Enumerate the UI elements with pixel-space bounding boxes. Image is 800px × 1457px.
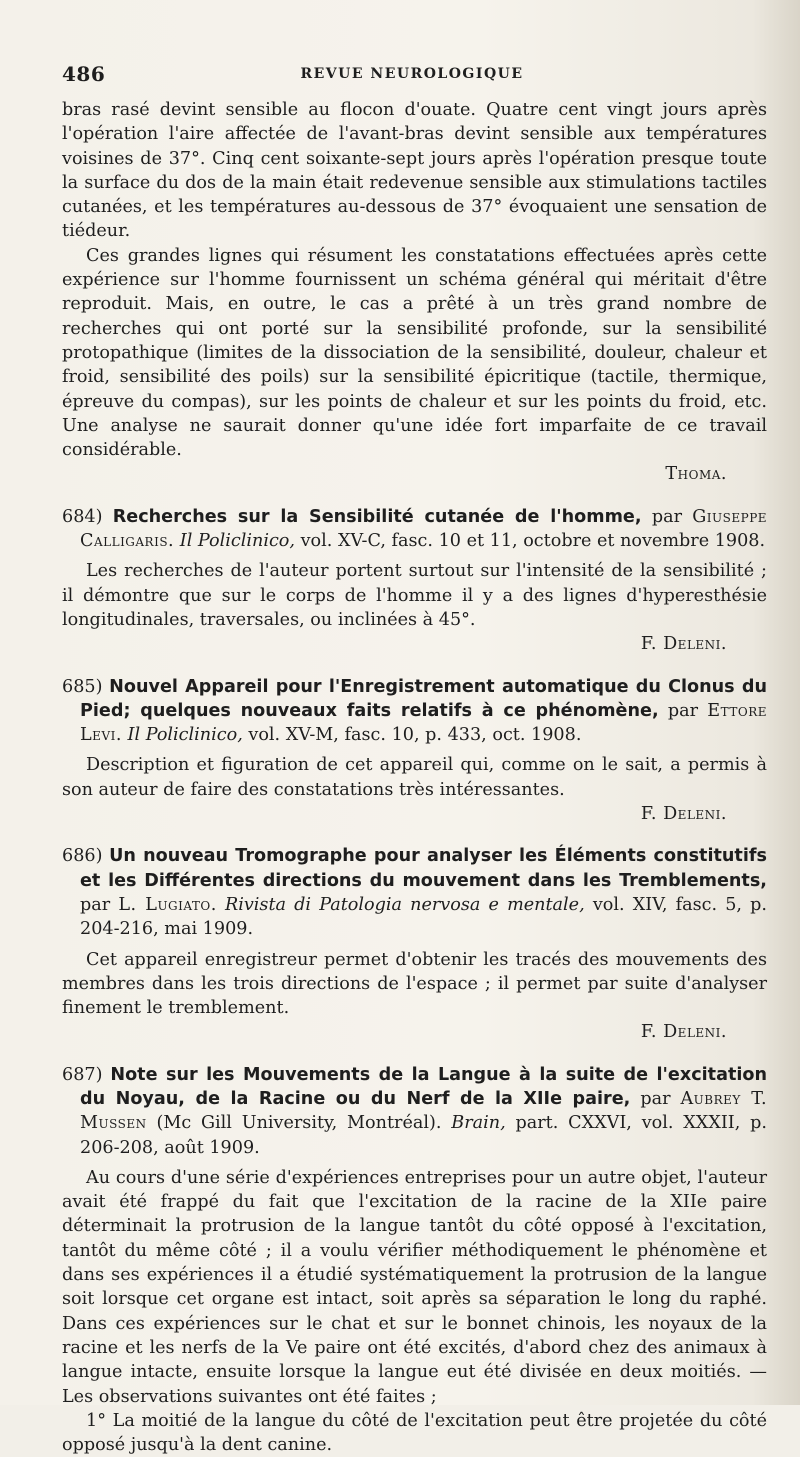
entry-number: 684) <box>62 506 103 527</box>
intro-signature <box>62 462 767 486</box>
entry-number: 687) <box>62 1064 103 1085</box>
entry-number: 685) <box>62 676 103 697</box>
spacer <box>62 657 767 675</box>
entry-by: par <box>80 894 111 915</box>
entry-title: Recherches sur la Sensibilité cutanée de l'homme, <box>112 506 642 527</box>
entry-journal: Il Policlinico, <box>179 531 295 552</box>
entry-journal: Brain, <box>451 1113 506 1134</box>
entry-title: Note sur les Mouvements de la Langue à la suite de l'excitation du Noyau, de la Racine ou du Nerf de la XIIe paire, <box>80 1064 768 1109</box>
entry-heading-684 <box>62 505 767 554</box>
entry-body-687: Au cours d'une série d'expériences entreprises pour un autre objet, l'auteur avait été frappé du fait que l'excitation de la racine de la XIIe paire déterminait la protrusion de la langue tantôt du côté opposé à l'excitation, tantôt du même côté ; il a voulu vérifier méthodiquement le phénomène et dans ses expériences il a étudié systématiquement la protrusion de la langue soit lorsque cet organe est intact, soit après sa séparation le long du raphé. Dans ces expériences sur le chat et sur le bonnet chinois, les noyaux de la racine et les nerfs de la Ve paire ont été excités, d'abord chez des animaux à langue intacte, ensuite lorsque la langue eut été divisée en deux moitiés. — Les observations suivantes ont été faites ; <box>62 1167 767 1407</box>
entry-journal: Rivista di Patologia nervosa e mentale, <box>224 894 585 915</box>
entry-heading-686 <box>62 844 767 941</box>
page-header <box>62 62 762 86</box>
entry-title: Un nouveau Tromographe pour analyser les Éléments constitutifs et les Différentes directions du mouvement dans les Tremblements, <box>80 846 767 891</box>
entry-author: Ettore Levi. <box>80 700 768 746</box>
entry-details: vol. XIV, fasc. 5, p. 204-216, mai 1909. <box>80 894 768 940</box>
entry-by: par <box>651 506 682 527</box>
signature-name: Thoma. <box>665 464 727 485</box>
entry-signature-685 <box>62 802 767 826</box>
entry-number: 686) <box>62 846 103 867</box>
signature-name: F. Deleni. <box>640 804 727 825</box>
spacer <box>62 487 767 505</box>
entry-journal: Il Policlinico, <box>127 725 243 746</box>
page-body <box>62 98 767 1457</box>
entry-author: L. Lugiato. <box>118 894 217 915</box>
spacer <box>62 826 767 844</box>
spacer <box>62 1045 767 1063</box>
intro-paragraph-1: bras rasé devint sensible au flocon d'ouate. Quatre cent vingt jours après l'opération l'aire affectée de l'avant-bras devint sensible aux températures voisines de 37°. Cinq cent soixante-sept jours après l'opération presque toute la surface du dos de la main était redevenue sensible aux stimulations tactiles cutanées, et les températures au-dessous de 37° évoquaient une sensation de tiédeur. <box>62 100 767 242</box>
entry-details: vol. XV-C, fasc. 10 et 11, octobre et novembre 1908. <box>300 531 766 552</box>
entry-by: par <box>640 1088 671 1109</box>
page-number: 486 <box>62 62 106 86</box>
running-title: REVUE NEUROLOGIQUE <box>300 66 524 82</box>
signature-name: F. Deleni. <box>640 1022 727 1043</box>
signature-name: F. Deleni. <box>640 634 727 655</box>
intro-paragraph-2: Ces grandes lignes qui résument les constatations effectuées après cette expérience sur l'homme fournissent un schéma général qui méritait d'être reproduit. Mais, en outre, le cas a prêté à un très grand nombre de recherches qui ont porté sur la sensibilité profonde, sur la sensibilité protopathique (limites de la dissociation de la sensibilité, douleur, chaleur et froid, sensibilité des poils) sur la sensibilité épicritique (tactile, thermique, épreuve du compas), sur les points de chaleur et sur les points du froid, etc. Une analyse ne saurait donner qu'une idée fort imparfaite de ce travail considérable. <box>62 245 767 461</box>
entry-signature-686 <box>62 1020 767 1044</box>
entry-heading-687 <box>62 1063 767 1160</box>
entry-heading-685 <box>62 675 767 748</box>
entry-body-685: Description et figuration de cet appareil qui, comme on le sait, a permis à son auteur de faire des constatations très intéressantes. <box>62 755 767 800</box>
entry-affiliation: (Mc Gill University, Montréal). <box>156 1113 442 1134</box>
entry-body-686: Cet appareil enregistreur permet d'obtenir les tracés des mouvements des membres dans les trois directions de l'espace ; il permet par suite d'analyser finement le tremblement. <box>62 949 767 1019</box>
entry-author: Aubrey T. Mussen <box>80 1088 768 1134</box>
entry-item-687-1: 1° La moitié de la langue du côté de l'excitation peut être projetée du côté opposé jusqu'à la dent canine. <box>62 1410 767 1456</box>
entry-body-684: Les recherches de l'auteur portent surtout sur l'intensité de la sensibilité ; il démontre que sur le corps de l'homme il y a des lignes d'hyperesthésie longitudinales, traversales, ou inclinées à 45°. <box>62 561 767 630</box>
entry-details: vol. XV-M, fasc. 10, p. 433, oct. 1908. <box>248 725 582 746</box>
entry-title: Nouvel Appareil pour l'Enregistrement automatique du Clonus du Pied; quelques nouveaux faits relatifs à ce phénomène, <box>80 676 767 721</box>
entry-details: part. CXXVI, vol. XXXII, p. 206-208, août 1909. <box>80 1113 768 1158</box>
entry-signature-684 <box>62 632 767 656</box>
entry-author: Giuseppe Calligaris. <box>80 506 768 552</box>
entry-by: par <box>667 700 699 721</box>
